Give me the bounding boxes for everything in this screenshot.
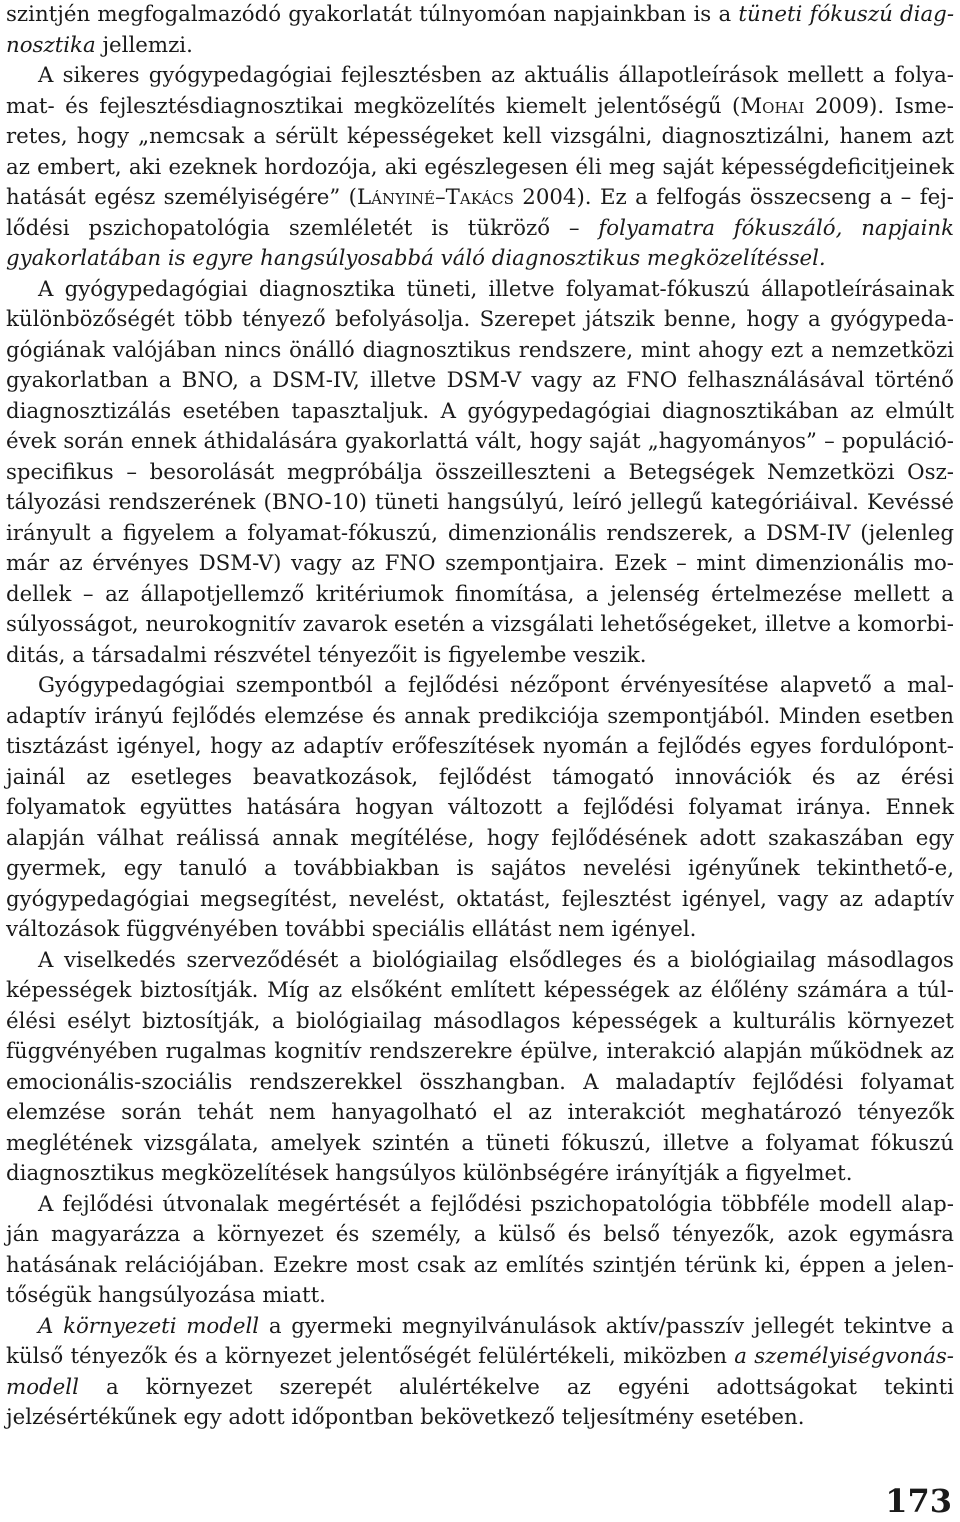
text-span: A viselkedés szerveződését a biológiailag elsődleges és a biológiailag másodlagos képességek biztosítják. Míg az elsőként említett képességek az élőlény számára a túlélési esélyt biztosítják, a biológiailag másodlagos képességek a kulturális környezet függvényében rugalmas kognitív rendszerekre épülve, interakció alapján működnek az emocionális-szociális rendszerekkel összhangban. A maladaptív fejlődési folyamat elemzése során tehát nem hanyagolható el az interakciót meghatározó tényezők meglétének vizsgálata, amelyek szintén a tüneti fókuszú, illetve a folyamat fókuszú diagnosztikus megközelítések hangsúlyos különbségére irányítják a figyelmet.	[6, 947, 954, 1186]
page-number: 173	[885, 1482, 952, 1520]
paragraph-p3	[6, 275, 954, 672]
italic-span: tüneti fókuszú diagnosztika	[6, 2, 955, 58]
paragraph-p4	[6, 671, 954, 946]
text-span: A gyógypedagógiai diagnosztika tüneti, illetve folyamat-fókuszú állapotleírásainak különbözőségét több tényező befolyásolja. Szerepet játszik benne, hogy a gyógypedagógiának valójában nincs önálló diagnosztikus rendszere, mint ahogy ezt a nemzetközi gyakorlatban a BNO, a DSM-IV, illetve DSM-V vagy az FNO felhasználásával történő diagnosztizálás esetében tapasztaljuk. A gyógypedagógiai diagnosztikában az elmúlt évek során ennek áthidalására gyakorlattá vált, hogy saját „hagyományos” – populációspecifikus – besorolását megpróbálja összeilleszteni a Betegségek Nemzetközi Osztályozási rendszerének (BNO-10) tüneti hangsúlyú, leíró jellegű kategóriáival. Kevéssé irányult a figyelem a folyamat-fókuszú, dimenzionális rendszerek, a DSM-IV (jelenleg már az érvényes DSM-V) vagy az FNO szempontjaira. Ezek – mint dimenzionális modellek – az állapotjellemző kritériumok finomítása, a jelenség értelmezése mellett a súlyosságot, neurokognitív zavarok esetén a vizsgálati lehetőségeket, illetve a komorbiditás, a társadalmi részvétel tényezőit is figyelembe veszik.	[6, 276, 954, 668]
paragraph-p6	[6, 1190, 954, 1312]
text-span: 2004). Ez a felfogás összecseng a – fejlődési pszichopatológia szemléletét is tükröző –	[6, 185, 954, 241]
text-span: A fejlődési útvonalak megértését a fejlődési pszichopatológia többféle modell alapján magyarázza a környezet és személy, a külső és belső tényezők, azok egymásra hatásának relációjában. Ezekre most csak az említés szintjén térünk ki, éppen a jelentőségük hangsúlyozása miatt.	[6, 1191, 954, 1308]
italic-span: folyamatra fókuszáló, napjaink gyakorlatában is egyre hangsúlyosabbá váló diagnosztikus megközelítéssel.	[6, 215, 954, 271]
italic-span: A környezeti modell	[38, 1313, 260, 1339]
text-span: 2009). Ismeretes, hogy „nemcsak a sérült képességeket kell vizsgálni, diagnosztizálni, hanem azt az embert, aki ezeknek hordozója, aki egészlegesen éli meg saját képességdeficitjeinek hatását egész személyiségére” (	[6, 93, 954, 210]
paragraph-p1	[6, 0, 954, 61]
italic-span: a személyiségvonásmodell	[6, 1344, 954, 1400]
text-span: a környezet szerepét alulértékelve az egyéni adottságokat tekinti jelzésértékűnek egy adott időpontban bekövetkező teljesítmény esetében.	[6, 1374, 954, 1430]
text-span: szintjén megfogalmazódó gyakorlatát túlnyomóan napjainkban is a	[6, 2, 739, 27]
text-span: a gyermeki megnyilvánulások aktív/passzív jellegét tekintve a külső tényezők és a környezet jelentőségét felülértékeli, miközben	[6, 1313, 954, 1369]
author-citation: Mohai	[740, 93, 805, 119]
text-span: Gyógypedagógiai szempontból a fejlődési nézőpont érvényesítése alapvető a maladaptív irányú fejlődés elemzése és annak predikciója szempontjából. Minden esetben tisztázást igényel, hogy az adaptív erőfeszítések nyomán a fejlődés egyes fordulópontjainál az esetleges beavatkozások, fejlődést támogató innovációk és az érési folyamatok együttes hatására hogyan változott a fejlődési folyamat iránya. Ennek alapján válhat reálissá annak megítélése, hogy fejlődésének adott szakaszában egy gyermek, egy tanuló a továbbiakban is sajátos nevelési igényűnek tekinthető-e, gyógypedagógiai megsegítést, nevelést, oktatást, fejlesztést igényel, vagy az adaptív változások függvényében további speciális ellátást nem igényel.	[6, 673, 954, 942]
paragraph-p7	[6, 1312, 954, 1434]
author-citation: Lányiné–Takács	[357, 185, 514, 210]
text-span: A sikeres gyógypedagógiai fejlesztésben az aktuális állapotleírások mellett a folyamat- és fejlesztésdiagnosztikai megközelítés kiemelt jelentőségű (	[6, 63, 954, 119]
page-body	[6, 0, 954, 1434]
text-span: jellemzi.	[95, 32, 193, 58]
paragraph-p2	[6, 61, 954, 275]
paragraph-p5	[6, 946, 954, 1190]
